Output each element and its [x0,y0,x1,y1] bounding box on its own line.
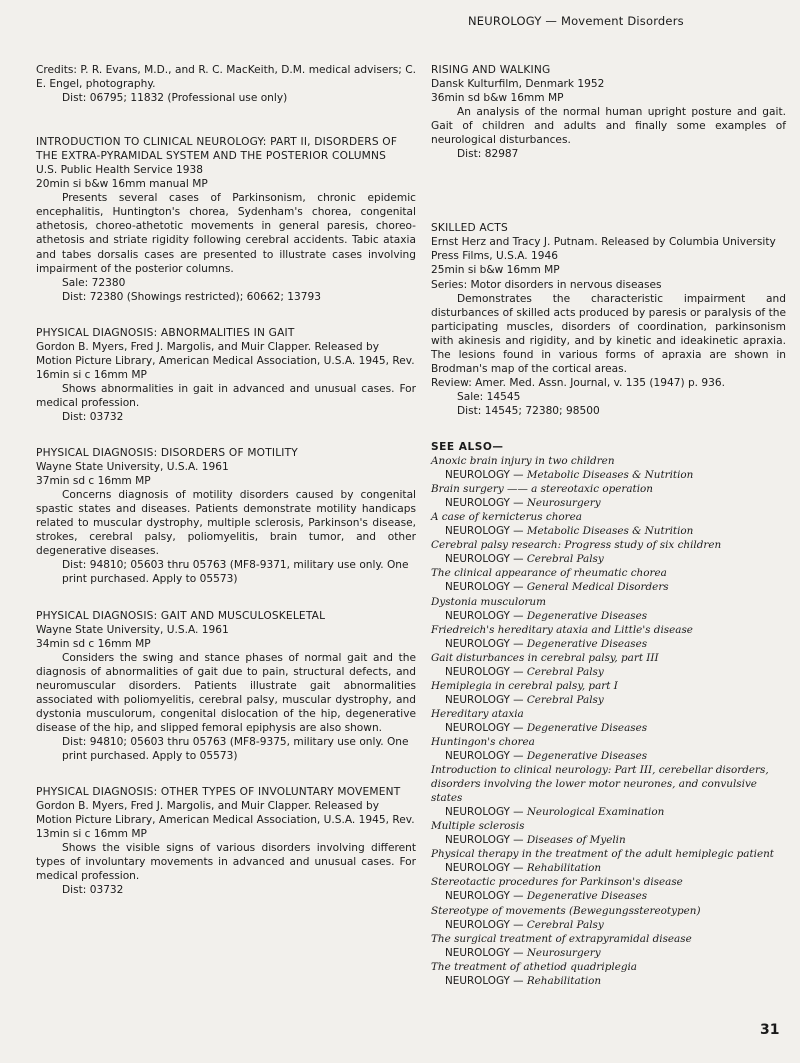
see-also-title: Hemiplegia in cerebral palsy, part I [431,679,618,692]
entry-format: 37min sd c 16mm MP [36,475,151,488]
entry-producer: Ernst Herz and Tracy J. Putnam. Released by Columbia University Press Films, U.S.A. 1946 [431,236,776,263]
entry-title: PHYSICAL DIAGNOSIS: OTHER TYPES OF INVOLUNTARY MOVEMENT [36,786,401,799]
entry-title: PHYSICAL DIAGNOSIS: ABNORMALITIES IN GAIT [36,326,295,339]
see-also-category: NEUROLOGY — Degenerative Diseases [445,637,648,650]
see-also-category: NEUROLOGY — Metabolic Diseases & Nutrition [445,525,694,538]
see-also-subcategory: Degenerative Diseases [526,637,648,650]
left-column [36,63,416,919]
see-also-title: Brain surgery —— a stereotaxic operation [431,483,653,496]
film-entry [36,446,416,586]
entry-dist: Dist: 03732 [62,410,124,423]
entry-format: 20min si b&w 16mm manual MP [36,178,208,191]
entry-description: Shows abnormalities in gait in advanced and unusual cases. For medical profession. [36,382,416,409]
see-also-category-name: NEUROLOGY [445,890,510,903]
film-entry [36,609,416,764]
entry-description: Shows the visible signs of various disorders involving different types of involuntary movements in advanced and unusual cases. For medical profession. [36,842,416,883]
see-also-heading: SEE ALSO— [431,440,504,453]
film-entry [431,221,786,418]
see-also-title: Multiple sclerosis [431,820,525,833]
see-also-subcategory: Metabolic Diseases & Nutrition [526,469,694,482]
film-entry [431,63,786,161]
see-also-category: NEUROLOGY — Cerebral Palsy [445,553,604,566]
entry-description: An analysis of the normal human upright posture and gait. Gait of children and adults and finally some examples of neurological disturbances. [431,106,786,147]
see-also-category-name: NEUROLOGY [445,834,510,847]
see-also-category: NEUROLOGY — Metabolic Diseases & Nutrition [445,469,694,482]
entry-dist: Dist: 14545; 72380; 98500 [457,404,600,417]
entry-producer: Dansk Kulturfilm, Denmark 1952 [431,78,605,91]
see-also-subcategory: Rehabilitation [526,862,602,875]
entry-title: INTRODUCTION TO CLINICAL NEUROLOGY: PART II, DISORDERS OF THE EXTRA-PYRAMIDAL SYSTEM AND THE POSTERIOR COLUMNS [36,136,398,163]
see-also-subcategory: Degenerative Diseases [526,750,648,763]
film-entry [36,135,416,304]
entry-producer: Gordon B. Myers, Fred J. Margolis, and Muir Clapper. Released by Motion Picture Library, American Medical Association, U.S.A. 1945, Rev. [36,340,415,367]
see-also-category: NEUROLOGY — Diseases of Myelin [445,834,626,847]
entry-producer: Gordon B. Myers, Fred J. Margolis, and Muir Clapper. Released by Motion Picture Library, American Medical Association, U.S.A. 1945, Rev. [36,800,415,827]
see-also-category: NEUROLOGY — Rehabilitation [445,974,602,987]
see-also-subcategory: Cerebral Palsy [526,553,604,566]
see-also-category: NEUROLOGY — Neurological Examination [445,806,665,819]
see-also-category-name: NEUROLOGY [445,693,510,706]
see-also-subcategory: Degenerative Diseases [526,721,648,734]
see-also-category: NEUROLOGY — Rehabilitation [445,862,602,875]
entry-sale: Sale: 14545 [457,390,521,403]
see-also-category-name: NEUROLOGY [445,637,510,650]
see-also-category-name: NEUROLOGY [445,553,510,566]
entry-sale: Sale: 72380 [62,276,126,289]
see-also-title: A case of kernicterus chorea [431,511,582,524]
see-also-category: NEUROLOGY — Degenerative Diseases [445,609,648,622]
entry-dist: Dist: 94810; 05603 thru 05763 (MF8-9375, military use only. One print purchased. Apply to 05573) [62,735,409,762]
see-also-category: NEUROLOGY — Neurosurgery [445,497,601,510]
see-also-subcategory: Degenerative Diseases [526,890,648,903]
see-also-category-name: NEUROLOGY [445,721,510,734]
page-number: 31 [760,1022,780,1038]
entry-description: Demonstrates the characteristic impairment and disturbances of skilled acts produced by paresis or paralysis of the participating muscles, disorders of coordination, parkinsonism with akinesis and rigidity, and by kinetic and ideakinetic apraxia. The lesions found in various forms of apraxia are shown in Brodman's map of the cortical areas. [431,292,786,375]
see-also-subcategory: Rehabilitation [526,974,602,987]
entry-dist: Dist: 82987 [457,148,519,161]
entry-description: Presents several cases of Parkinsonism, chronic epidemic encephalitis, Huntington's chorea, Sydenham's chorea, congenital athetosis, choreo-athetotic movements in general paresis, choreo-athetosis and striate rigidity following cerebral accidents. Tabic ataxia and tabes dorsalis cases are presented to illustrate cases involving impairment of the posterior columns. [36,192,416,275]
entry-title: RISING AND WALKING [431,64,551,76]
see-also-title: Gait disturbances in cerebral palsy, part III [431,651,659,664]
see-also-category-name: NEUROLOGY [445,497,510,510]
see-also-title: Anoxic brain injury in two children [431,455,615,468]
see-also-title: Hereditary ataxia [431,707,524,720]
see-also-category-name: NEUROLOGY [445,665,510,678]
see-also-category: NEUROLOGY — Degenerative Diseases [445,890,648,903]
see-also-subcategory: Diseases of Myelin [526,834,626,847]
see-also-subcategory: Cerebral Palsy [526,665,604,678]
see-also-subcategory: Cerebral Palsy [526,918,604,931]
see-also-title: Cerebral palsy research: Progress study of six children [431,539,722,552]
see-also-category-name: NEUROLOGY [445,525,510,538]
see-also-title: Stereotactic procedures for Parkinson's disease [431,876,683,889]
see-also-subcategory: Metabolic Diseases & Nutrition [526,525,694,538]
entry-series: Series: Motor disorders in nervous diseases [431,278,662,291]
see-also-category: NEUROLOGY — Degenerative Diseases [445,750,648,763]
entry-format: 36min sd b&w 16mm MP [431,92,564,105]
see-also-category: NEUROLOGY — Degenerative Diseases [445,721,648,734]
entry-format: 13min si c 16mm MP [36,828,147,841]
see-also-subcategory: Neurosurgery [526,946,601,959]
entry-format: 25min si b&w 16mm MP [431,264,560,277]
film-entry [36,326,416,424]
entry-description: Concerns diagnosis of motility disorders caused by congenital spastic states and diseases. Patients demonstrate motility handicaps related to muscular dystrophy, multiple sclerosis, Parkinson's disease, strokes, cerebral palsy, poliomyelitis, brain tumor, and other degenerative diseases. [36,489,416,558]
see-also-category-name: NEUROLOGY [445,946,510,959]
see-also-subcategory: Neurological Examination [526,806,665,819]
credits-text: Credits: P. R. Evans, M.D., and R. C. MacKeith, D.M. medical advisers; C. E. Engel, photography. [36,64,416,91]
see-also-title: The clinical appearance of rheumatic chorea [431,567,667,580]
entry-producer: Wayne State University, U.S.A. 1961 [36,461,229,474]
see-also-category-name: NEUROLOGY [445,609,510,622]
entry-format: 34min sd c 16mm MP [36,637,151,650]
entry-dist: Dist: 94810; 05603 thru 05763 (MF8-9371, military use only. One print purchased. Apply to 05573) [62,559,409,586]
entry-title: SKILLED ACTS [431,222,508,235]
see-also-title: Dystonia musculorum [431,595,546,608]
see-also-category: NEUROLOGY — Cerebral Palsy [445,693,604,706]
see-also-category-name: NEUROLOGY [445,974,510,987]
entry-producer: Wayne State University, U.S.A. 1961 [36,623,229,636]
see-also-subcategory: Cerebral Palsy [526,693,604,706]
see-also-category-name: NEUROLOGY [445,806,510,819]
see-also-category: NEUROLOGY — Neurosurgery [445,946,601,959]
see-also-category-name: NEUROLOGY [445,581,510,594]
credits-dist: Dist: 06795; 11832 (Professional use only) [62,92,288,105]
film-entry [36,785,416,897]
see-also-category: NEUROLOGY — General Medical Disorders [445,581,669,594]
see-also-subcategory: Degenerative Diseases [526,609,648,622]
see-also-title: Huntingon's chorea [431,735,535,748]
entry-description: Considers the swing and stance phases of normal gait and the diagnosis of abnormalities of gait due to pain, structural defects, and neuromuscular disorders. Patients illustrate gait abnormalities associated with poliomyelitis, cerebral palsy, muscular dystrophy, and dystonia musculorum, congenital dislocation of the hip, degenerative disease of the hip, and slipped femoral epiphysis are also shown. [36,651,416,734]
entry-format: 16min si c 16mm MP [36,368,147,381]
see-also-title: Introduction to clinical neurology: Part III, cerebellar disorders, disorders involving the lower motor neurones, and convulsive states [431,764,769,805]
entry-producer: U.S. Public Health Service 1938 [36,164,203,177]
entry-title: PHYSICAL DIAGNOSIS: GAIT AND MUSCULOSKELETAL [36,609,326,622]
see-also-category-name: NEUROLOGY [445,750,510,763]
entry-dist: Dist: 72380 (Showings restricted); 60662; 13793 [62,290,322,303]
entry-dist: Dist: 03732 [62,884,124,897]
entry-title: PHYSICAL DIAGNOSIS: DISORDERS OF MOTILITY [36,447,298,460]
see-also-category: NEUROLOGY — Cerebral Palsy [445,665,604,678]
see-also-title: The surgical treatment of extrapyramidal disease [431,932,692,945]
entry-review: Review: Amer. Med. Assn. Journal, v. 135 (1947) p. 936. [431,376,725,389]
see-also-title: Physical therapy in the treatment of the adult hemiplegic patient [431,848,774,861]
see-also-title: Stereotype of movements (Bewegungsstereotypen) [431,904,701,917]
see-also-category-name: NEUROLOGY [445,469,510,482]
right-column [431,63,786,988]
see-also-list [431,454,786,988]
see-also-category-name: NEUROLOGY [445,918,510,931]
see-also-category: NEUROLOGY — Cerebral Palsy [445,918,604,931]
running-head: NEUROLOGY — Movement Disorders [468,14,684,28]
credits-block [36,63,416,105]
see-also-title: The treatment of athetiod quadriplegia [431,960,638,973]
see-also-title: Friedreich's hereditary ataxia and Little's disease [431,623,693,636]
see-also-category-name: NEUROLOGY [445,862,510,875]
see-also-subcategory: General Medical Disorders [526,581,669,594]
see-also-subcategory: Neurosurgery [526,497,601,510]
